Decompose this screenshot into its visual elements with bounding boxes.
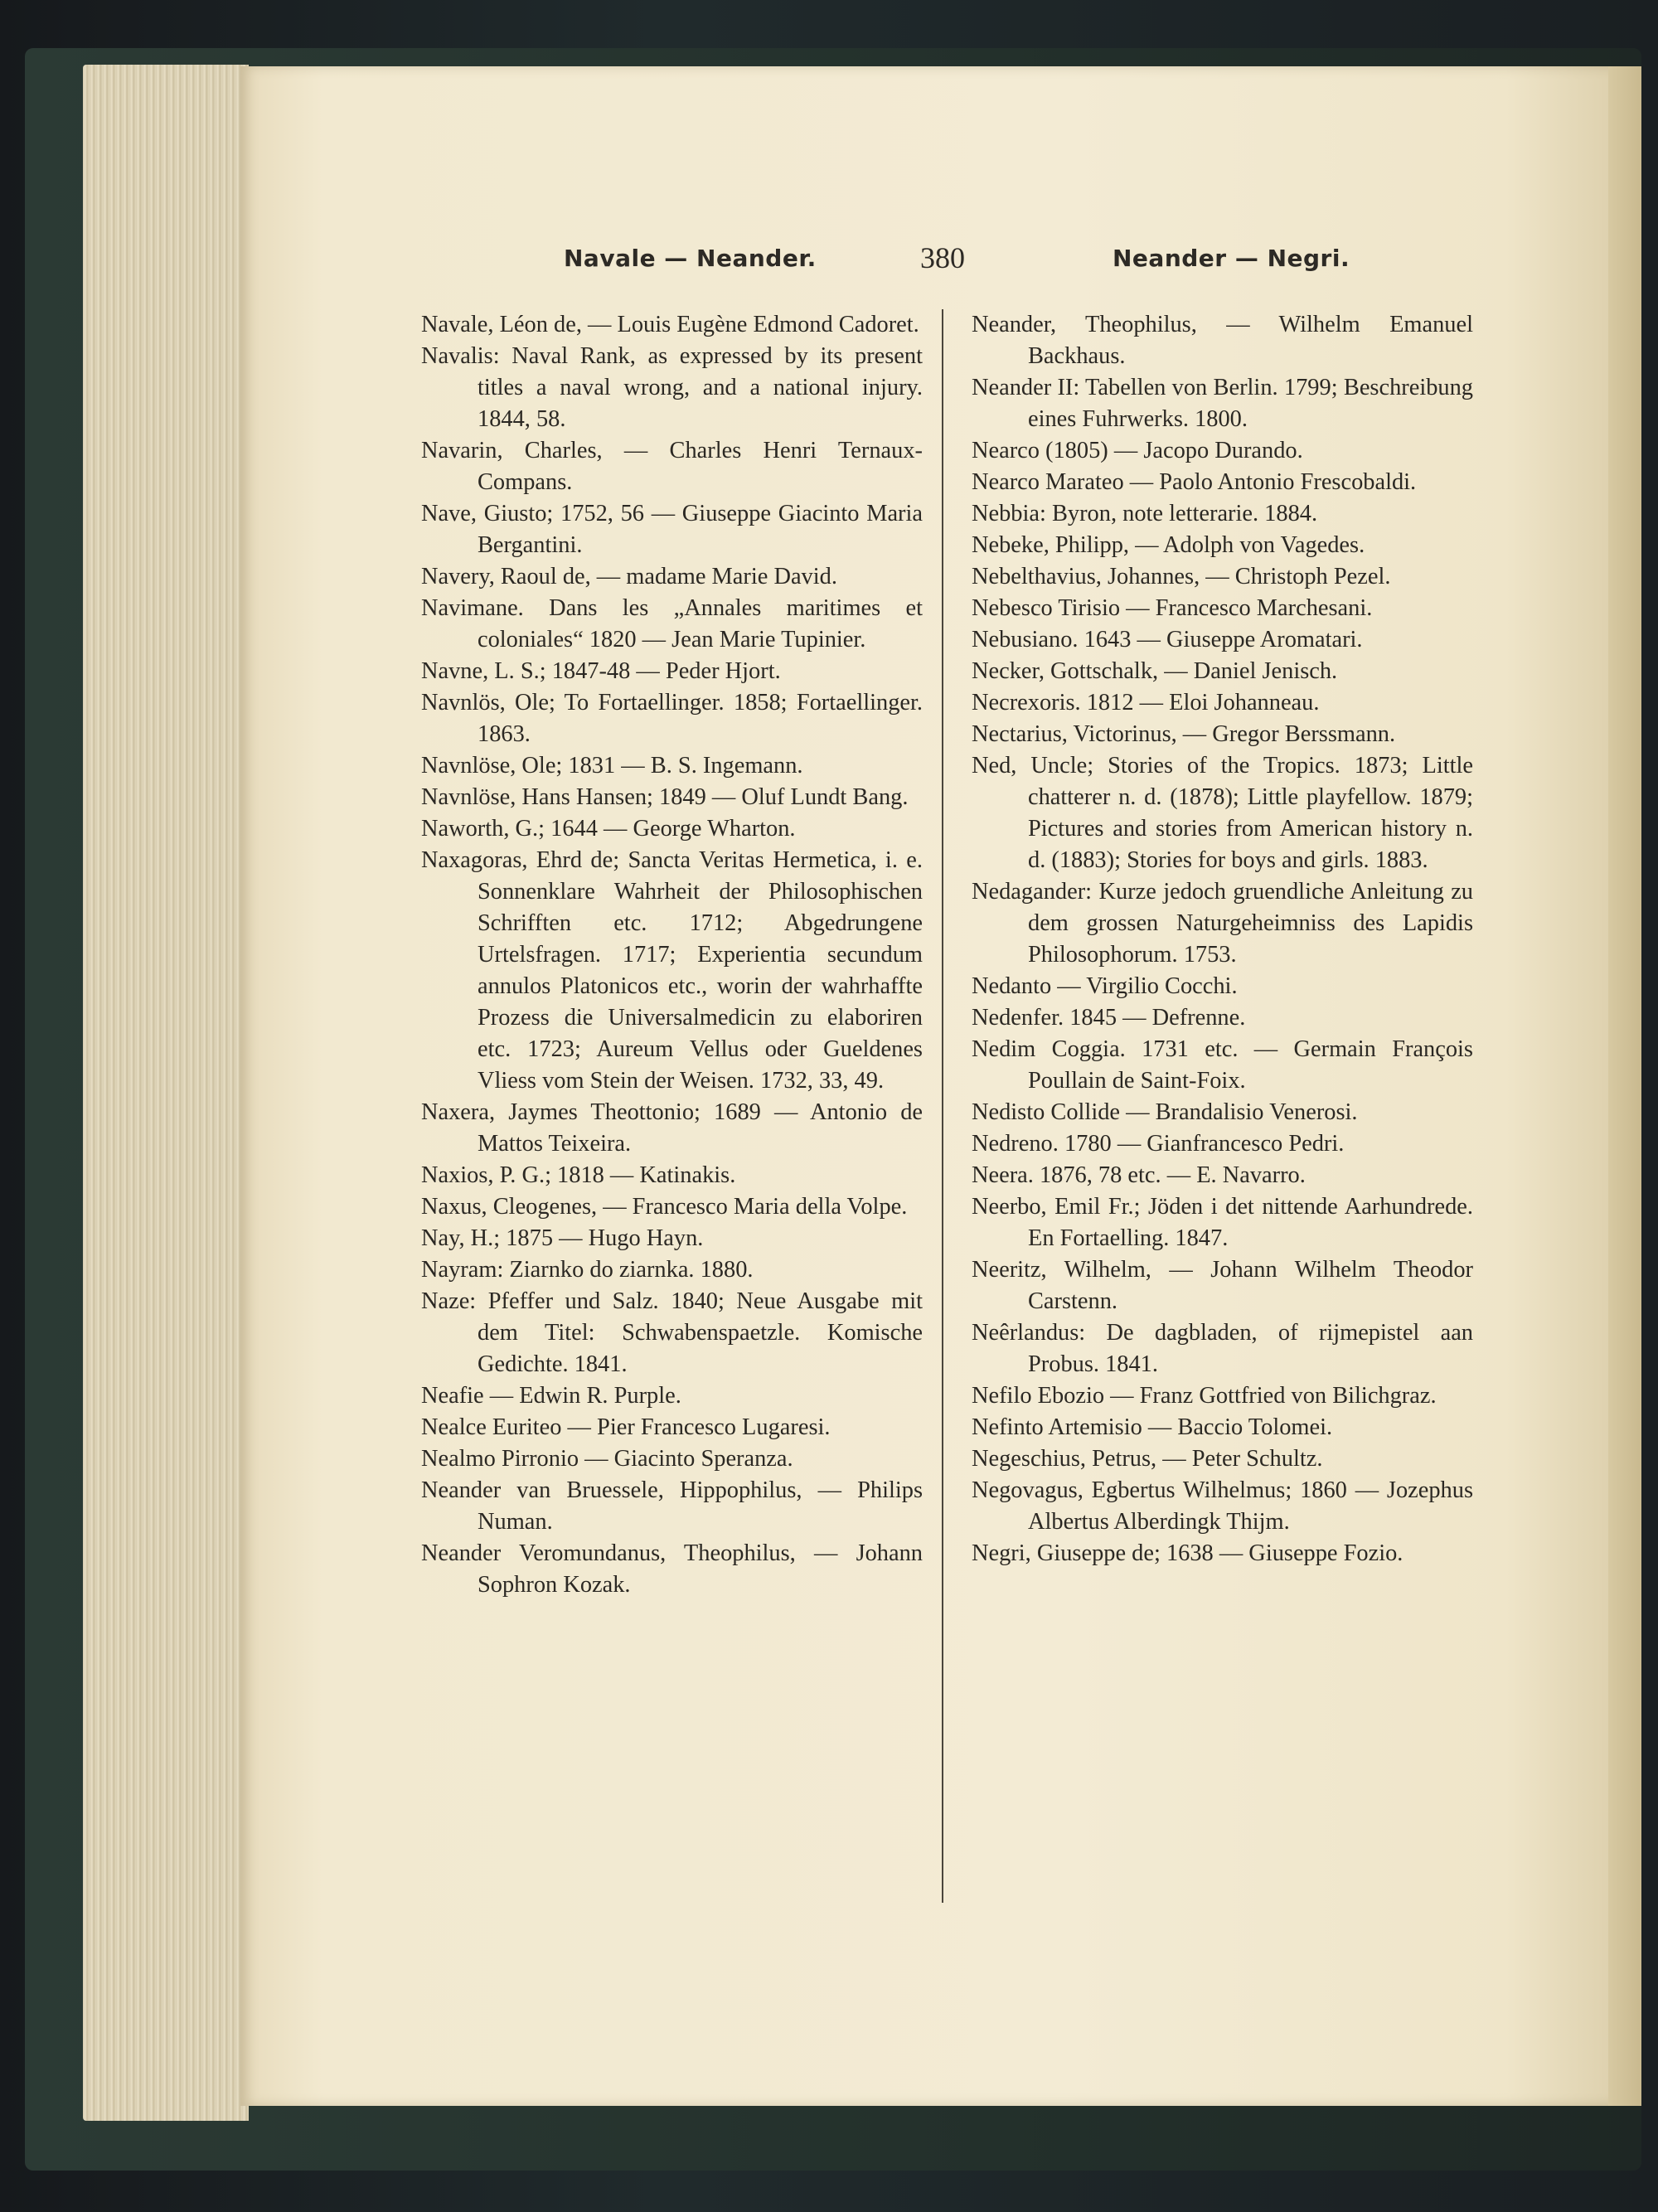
entry: Negeschius, Petrus, — Peter Schultz. bbox=[972, 1446, 1323, 1472]
entry: Navnlös, Ole; To Fortaellinger. 1858; Fortaellinger. 1863. bbox=[421, 690, 923, 747]
page-gutter bbox=[1608, 66, 1641, 2106]
entry: Navalis: Naval Rank, as expressed by its present titles a naval wrong, and a national injury. 1844, 58. bbox=[421, 343, 923, 432]
entry: Nebesco Tirisio — Francesco Marchesani. bbox=[972, 595, 1373, 621]
entry: Nealce Euriteo — Pier Francesco Lugaresi. bbox=[421, 1414, 831, 1440]
entry: Navale, Léon de, — Louis Eugène Edmond Cadoret. bbox=[421, 312, 919, 337]
right-column bbox=[972, 309, 1473, 1569]
entry: Nay, H.; 1875 — Hugo Hayn. bbox=[421, 1225, 704, 1251]
running-header-right: Neander — Negri. bbox=[1113, 245, 1350, 272]
entry: Neeritz, Wilhelm, — Johann Wilhelm Theodor Carstenn. bbox=[972, 1257, 1473, 1314]
entry: Naworth, G.; 1644 — George Wharton. bbox=[421, 816, 796, 842]
entry: Nectarius, Victorinus, — Gregor Berssmann. bbox=[972, 721, 1396, 747]
entry: Nebusiano. 1643 — Giuseppe Aromatari. bbox=[972, 627, 1363, 652]
entry: Nebbia: Byron, note letterarie. 1884. bbox=[972, 501, 1318, 526]
entry: Naxera, Jaymes Theottonio; 1689 — Antonio de Mattos Teixeira. bbox=[421, 1099, 923, 1157]
entry: Nayram: Ziarnko do ziarnka. 1880. bbox=[421, 1257, 754, 1283]
entry: Naze: Pfeffer und Salz. 1840; Neue Ausgabe mit dem Titel: Schwabenspaetzle. Komische Gedichte. 1841. bbox=[421, 1288, 923, 1377]
entry: Naxagoras, Ehrd de; Sancta Veritas Hermetica, i. e. Sonnenklare Wahrheit der Philosophischen Schrifften etc. 1712; Abgedrungene Urtelsfragen. 1717; Experientia secundum annulos Platonicos etc., worin der wahrhaffte Prozess die Universalmedicin zu elaboriren etc. 1723; Aureum Vellus oder Gueldenes Vliess vom Stein der Weisen. 1732, 33, 49. bbox=[421, 847, 923, 1094]
entry: Navnlöse, Hans Hansen; 1849 — Oluf Lundt Bang. bbox=[421, 784, 909, 810]
entry: Nedagander: Kurze jedoch gruendliche Anleitung zu dem grossen Naturgeheimniss des Lapidis Philosophorum. 1753. bbox=[972, 879, 1473, 968]
entry: Neander, Theophilus, — Wilhelm Emanuel Backhaus. bbox=[972, 312, 1473, 369]
entry: Navery, Raoul de, — madame Marie David. bbox=[421, 564, 837, 589]
running-header-left: Navale — Neander. bbox=[564, 245, 817, 272]
entry: Nedim Coggia. 1731 etc. — Germain François Poullain de Saint-Foix. bbox=[972, 1036, 1473, 1094]
entry: Nave, Giusto; 1752, 56 — Giuseppe Giacinto Maria Bergantini. bbox=[421, 501, 923, 558]
entry: Neerbo, Emil Fr.; Jöden i det nittende Aarhundrede. En Fortaelling. 1847. bbox=[972, 1194, 1473, 1251]
entry: Negri, Giuseppe de; 1638 — Giuseppe Fozio. bbox=[972, 1540, 1403, 1566]
entry: Naxios, P. G.; 1818 — Katinakis. bbox=[421, 1162, 736, 1188]
entry: Nedenfer. 1845 — Defrenne. bbox=[972, 1005, 1246, 1031]
column-divider bbox=[942, 309, 943, 1903]
entry: Nedisto Collide — Brandalisio Venerosi. bbox=[972, 1099, 1358, 1125]
entry: Nedreno. 1780 — Gianfrancesco Pedri. bbox=[972, 1131, 1345, 1157]
entry: Navarin, Charles, — Charles Henri Ternaux-Compans. bbox=[421, 438, 923, 495]
left-column bbox=[421, 309, 923, 1601]
entry: Naxus, Cleogenes, — Francesco Maria della Volpe. bbox=[421, 1194, 908, 1220]
page-number: 380 bbox=[920, 241, 965, 274]
entry: Negovagus, Egbertus Wilhelmus; 1860 — Jozephus Albertus Alberdingk Thijm. bbox=[972, 1477, 1473, 1535]
entry: Neêrlandus: De dagbladen, of rijmepistel aan Probus. 1841. bbox=[972, 1320, 1473, 1377]
entry: Navne, L. S.; 1847-48 — Peder Hjort. bbox=[421, 658, 781, 684]
entry: Nefilo Ebozio — Franz Gottfried von Bilichgraz. bbox=[972, 1383, 1437, 1409]
page-edges bbox=[83, 65, 249, 2121]
entry: Nefinto Artemisio — Baccio Tolomei. bbox=[972, 1414, 1333, 1440]
entry: Navimane. Dans les „Annales maritimes et coloniales“ 1820 — Jean Marie Tupinier. bbox=[421, 595, 923, 652]
entry: Neander Veromundanus, Theophilus, — Johann Sophron Kozak. bbox=[421, 1540, 923, 1598]
entry: Nearco (1805) — Jacopo Durando. bbox=[972, 438, 1303, 463]
entry: Nearco Marateo — Paolo Antonio Frescobaldi. bbox=[972, 469, 1417, 495]
entry: Neera. 1876, 78 etc. — E. Navarro. bbox=[972, 1162, 1306, 1188]
entry: Necker, Gottschalk, — Daniel Jenisch. bbox=[972, 658, 1338, 684]
entry: Nealmo Pirronio — Giacinto Speranza. bbox=[421, 1446, 793, 1472]
entry: Neander van Bruessele, Hippophilus, — Philips Numan. bbox=[421, 1477, 923, 1535]
entry: Neander II: Tabellen von Berlin. 1799; Beschreibung eines Fuhrwerks. 1800. bbox=[972, 375, 1473, 432]
entry: Nedanto — Virgilio Cocchi. bbox=[972, 973, 1238, 999]
entry: Nebelthavius, Johannes, — Christoph Pezel. bbox=[972, 564, 1391, 589]
entry: Necrexoris. 1812 — Eloi Johanneau. bbox=[972, 690, 1320, 716]
entry: Neafie — Edwin R. Purple. bbox=[421, 1383, 681, 1409]
entry: Ned, Uncle; Stories of the Tropics. 1873; Little chatterer n. d. (1878); Little playfellow. 1879; Pictures and stories from American history n. d. (1883); Stories for boys and girls. 1883. bbox=[972, 753, 1473, 873]
entry: Navnlöse, Ole; 1831 — B. S. Ingemann. bbox=[421, 753, 803, 779]
entry: Nebeke, Philipp, — Adolph von Vagedes. bbox=[972, 532, 1365, 558]
